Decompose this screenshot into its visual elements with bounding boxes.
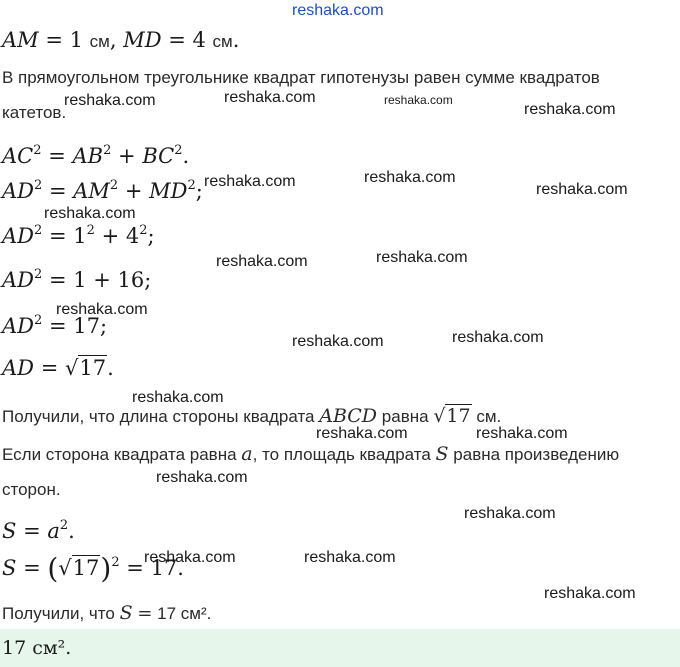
equation-s-17: $S = (√17)^2 = 17$.: [2, 552, 184, 585]
area-intro-c: равна произведению: [453, 445, 620, 464]
var-a: a: [241, 443, 253, 465]
given-am-unit-visible: см: [89, 32, 110, 51]
conclusion-area-value: 17 см².: [157, 604, 212, 623]
watermark: reshaka.com: [524, 101, 616, 118]
abcd-label: ABCD: [319, 405, 378, 427]
watermark: reshaka.com: [204, 173, 296, 190]
equation-ad-numbers: $AD^2 = 1^2 + 4^2$;: [2, 223, 155, 248]
conclusion-side-line: [2, 405, 501, 427]
sqrt-17-inline: √17: [433, 405, 471, 427]
watermark: reshaka.com: [376, 249, 468, 266]
area-intro-a: Если сторона квадрата равна: [2, 445, 237, 464]
watermark: reshaka.com: [452, 329, 544, 346]
area-intro-line-2: сторон.: [2, 480, 61, 499]
conclusion-area-line: Получили, что S = 17 см².: [2, 602, 212, 624]
conclusion-side-suffix: см.: [476, 407, 502, 426]
sqrt-17: √17: [64, 356, 107, 380]
equation-ad-general: $AD^2 = AM^2 + MD^2$;: [2, 178, 203, 203]
watermark: reshaka.com: [292, 333, 384, 350]
area-intro-line-1: [2, 443, 619, 465]
var-s: S: [435, 443, 449, 465]
watermark: reshaka.com: [304, 549, 396, 566]
conclusion-area-prefix: Получили, что: [2, 604, 115, 623]
conclusion-side-mid: равна: [381, 407, 429, 426]
answer-bar: [0, 629, 680, 667]
watermark: reshaka.com: [316, 425, 408, 442]
watermark: reshaka.com: [144, 549, 236, 566]
watermark: reshaka.com: [132, 389, 224, 406]
area-intro-b: , то площадь квадрата: [252, 445, 431, 464]
equation-ad-root: AD = √17.: [2, 356, 114, 380]
watermark: reshaka.com: [44, 205, 136, 222]
watermark: reshaka.com: [536, 181, 628, 198]
watermark: reshaka.com: [464, 505, 556, 522]
conclusion-side-prefix: Получили, что длина стороны квадрата: [2, 407, 315, 426]
equation-s-a2: $S = a^2$.: [2, 518, 75, 543]
equation-ad-17: $AD^2 = 17$;: [2, 313, 108, 338]
var-s-2: S: [119, 602, 133, 624]
answer-text: 17 см².: [2, 637, 72, 659]
watermark: reshaka.com: [56, 301, 148, 318]
watermark-top: reshaka.com: [292, 2, 384, 19]
watermark: reshaka.com: [364, 169, 456, 186]
watermark: reshaka.com: [476, 425, 568, 442]
equation-ad-sum: $AD^2 = 1 + 16$;: [2, 267, 152, 292]
watermark: reshaka.com: [384, 93, 453, 107]
watermark: reshaka.com: [64, 92, 156, 109]
equation-ac: $AC^2 = AB^2 + BC^2$.: [2, 143, 190, 168]
theorem-line-2: катетов.: [2, 103, 67, 122]
watermark: reshaka.com: [224, 89, 316, 106]
theorem-line-1: В прямоугольном треугольнике квадрат гипотенузы равен сумме квадратов: [2, 68, 600, 87]
watermark: reshaka.com: [216, 253, 308, 270]
watermark: reshaka.com: [544, 585, 636, 602]
given-md-unit: см: [212, 32, 233, 51]
given-line: AM = 1 см, MD = 4 см.: [2, 28, 240, 52]
watermark: reshaka.com: [156, 469, 248, 486]
